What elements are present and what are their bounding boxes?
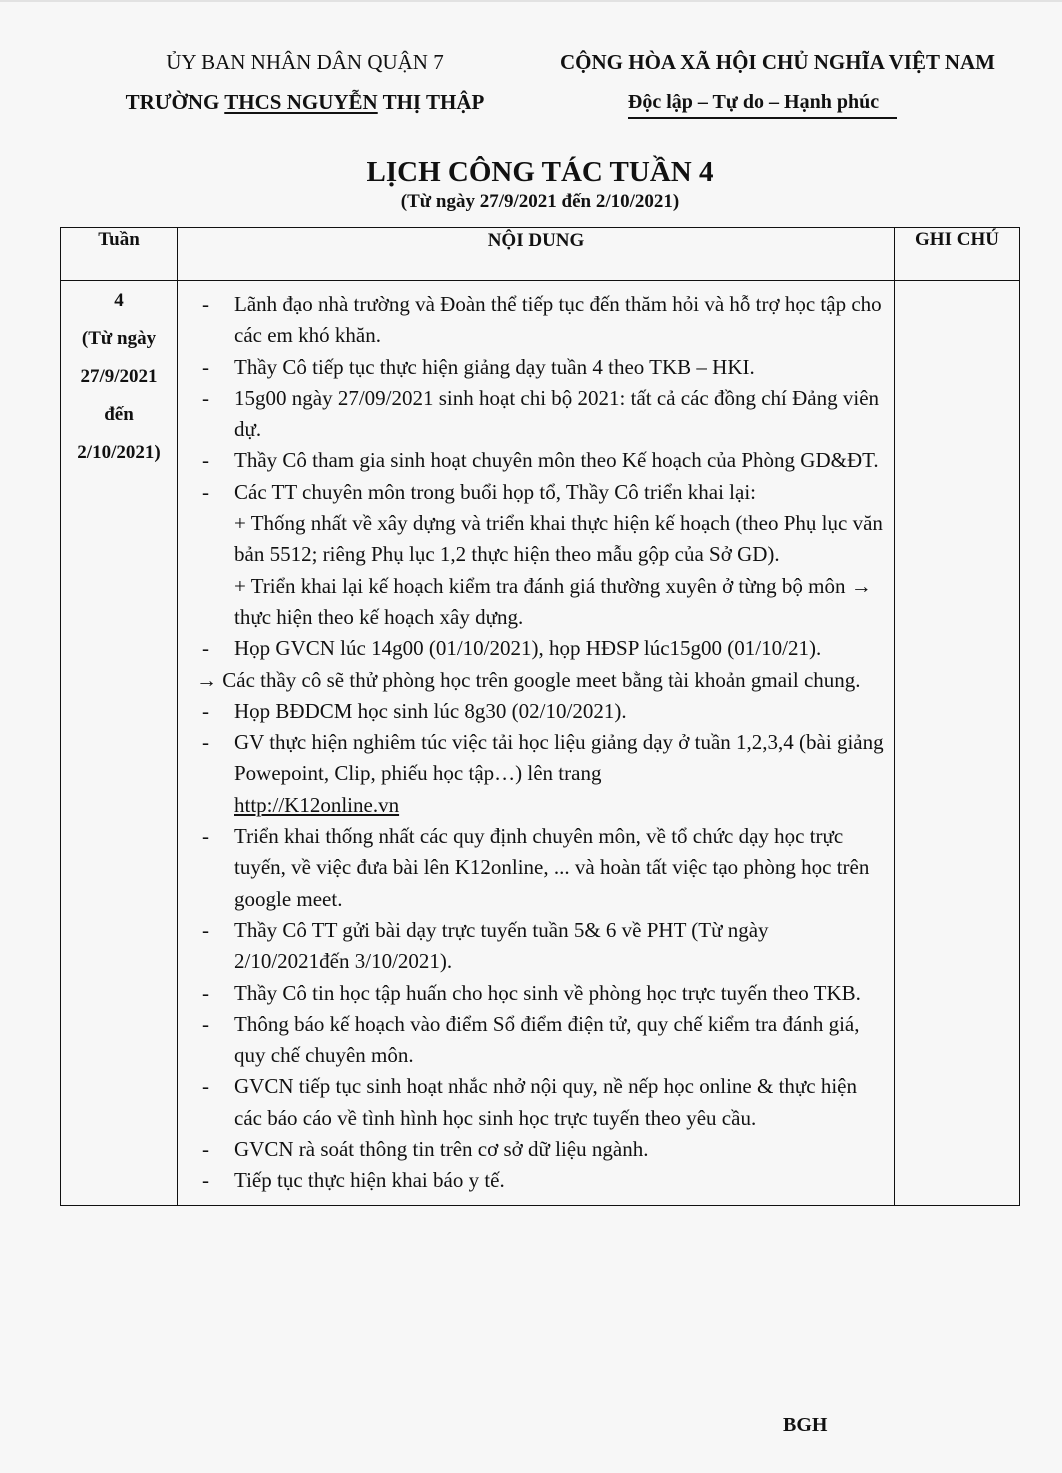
bullet-dash: - [202, 1137, 209, 1162]
motto: Độc lập – Tự do – Hạnh phúc [628, 88, 897, 119]
bullet-dash: - [202, 980, 209, 1005]
week-range-1: (Từ ngày [81, 328, 157, 349]
bullet-dash: - [202, 385, 209, 410]
document-title: LỊCH CÔNG TÁC TUẦN 4 [366, 156, 714, 188]
list-item [198, 821, 886, 915]
item-text: Thầy Cô tin học tập huấn cho học sinh về phòng học trực tuyến theo TKB. [234, 980, 861, 1005]
bullet-dash: - [202, 1168, 209, 1193]
list-item [198, 633, 886, 664]
list-item [198, 1165, 886, 1196]
table-row [61, 281, 1020, 1206]
header-content: NỘI DUNG [178, 228, 895, 281]
list-item [198, 1009, 886, 1072]
school-name [100, 88, 510, 116]
arrow-note-text: → Các thầy cô sẽ thử phòng học trên google meet bằng tài khoản gmail chung. [196, 667, 861, 692]
sub-item: + Triển khai lại kế hoạch kiểm tra đánh giá thường xuyên ở từng bộ môn → thực hiện theo kế hoạch xây dựng. [234, 573, 872, 629]
school-suffix: THỊ THẬP [377, 90, 485, 114]
item-text: Thầy Cô tham gia sinh hoạt chuyên môn theo Kế hoạch của Phòng GD&ĐT. [234, 448, 879, 473]
document-subtitle: (Từ ngày 27/9/2021 đến 2/10/2021) [400, 191, 680, 212]
bullet-dash: - [202, 917, 209, 942]
item-text: Thông báo kế hoạch vào điểm Sổ điểm điện tử, quy chế kiểm tra đánh giá, quy chế chuyên môn. [234, 1011, 860, 1068]
item-text: GVCN rà soát thông tin trên cơ sở dữ liệu ngành. [234, 1137, 649, 1162]
bullet-dash: - [202, 636, 209, 661]
week-range-2: 27/9/2021 [80, 366, 158, 387]
signature-bgh: BGH [783, 1414, 828, 1436]
list-item [198, 1071, 886, 1134]
bullet-dash: - [202, 1011, 209, 1036]
note-cell [895, 281, 1020, 1206]
week-number: 4 [114, 290, 124, 311]
item-text: 15g00 ngày 27/09/2021 sinh hoạt chi bộ 2021: tất cả các đồng chí Đảng viên dự. [234, 385, 880, 442]
school-underlined: THCS NGUYỄN [224, 90, 378, 114]
item-text: Tiếp tục thực hiện khai báo y tế. [234, 1168, 505, 1193]
school-prefix: TRƯỜNG [125, 90, 225, 114]
sub-item: + Thống nhất về xây dựng và triển khai thực hiện kế hoạch (theo Phụ lục văn bản 5512; riêng Phụ lục 1,2 thực hiện theo mẫu gộp của Sở GD). [234, 511, 883, 567]
item-with-link [234, 727, 886, 821]
bullet-dash: - [202, 1074, 209, 1099]
item-text: Họp BĐDCM học sinh lúc 8g30 (02/10/2021). [234, 698, 627, 723]
week-range-3: đến [104, 404, 134, 425]
bullet-dash: - [202, 292, 209, 316]
list-item [198, 289, 886, 352]
item-text: GVCN tiếp tục sinh hoạt nhắc nhở nội quy, nề nếp học online & thực hiện các báo cáo về tình hình học sinh học trực tuyến theo yêu cầu. [234, 1074, 858, 1130]
arrow-note [186, 665, 886, 696]
week-cell [61, 281, 178, 1206]
list-item [198, 1134, 886, 1165]
item-text: Thầy Cô TT gửi bài dạy trực tuyến tuần 5& 6 về PHT (Từ ngày 2/10/2021đến 3/10/2021). [234, 917, 769, 974]
list-item [198, 383, 886, 446]
top-edge [0, 0, 1062, 2]
list-item [198, 352, 886, 383]
item-text: Triển khai thống nhất các quy định chuyên môn, về tổ chức dạy học trực tuyến, về việc đưa bài lên K12online, ... và hoàn tất việc tạo phòng học trên google meet. [234, 824, 870, 911]
list-item [198, 477, 886, 633]
list-item [198, 727, 886, 821]
item-text: Họp GVCN lúc 14g00 (01/10/2021), họp HĐSP lúc15g00 (01/10/21). [234, 636, 822, 661]
header-note: GHI CHÚ [895, 228, 1020, 281]
item-with-subitems [234, 477, 886, 633]
item-text: Lãnh đạo nhà trường và Đoàn thể tiếp tục đến thăm hỏi và hỗ trợ học tập cho các em khó khăn. [234, 292, 882, 348]
bullet-dash: - [202, 698, 209, 723]
schedule-table [60, 227, 1020, 1206]
item-text: Thầy Cô tiếp tục thực hiện giảng dạy tuần 4 theo TKB – HKI. [234, 354, 755, 379]
header-right [540, 48, 1015, 119]
list-item [198, 978, 886, 1009]
country-name: CỘNG HÒA XÃ HỘI CHỦ NGHĨA VIỆT NAM [559, 50, 996, 74]
list-item [198, 915, 886, 978]
table-header-row [61, 228, 1020, 281]
header-week: Tuần [61, 228, 178, 281]
bullet-dash: - [202, 730, 209, 755]
bullet-dash: - [202, 824, 209, 849]
k12online-link[interactable]: http://K12online.vn [234, 792, 400, 817]
item-text: Các TT chuyên môn trong buổi họp tổ, Thầy Cô triển khai lại: [234, 479, 757, 504]
list-item [198, 696, 886, 727]
item-text: GV thực hiện nghiêm túc việc tải học liệu giảng dạy ở tuần 1,2,3,4 (bài giảng Powepoint, Clip, phiếu học tập…) lên trang [234, 730, 884, 786]
agency-name: ỦY BAN NHÂN DÂN QUẬN 7 [166, 50, 444, 74]
bullet-dash: - [202, 479, 209, 504]
bullet-dash: - [202, 354, 209, 379]
list-item [198, 445, 886, 476]
header-left [100, 48, 510, 116]
content-cell [178, 281, 895, 1206]
bullet-dash: - [202, 448, 209, 473]
week-range-4: 2/10/2021) [77, 442, 161, 463]
